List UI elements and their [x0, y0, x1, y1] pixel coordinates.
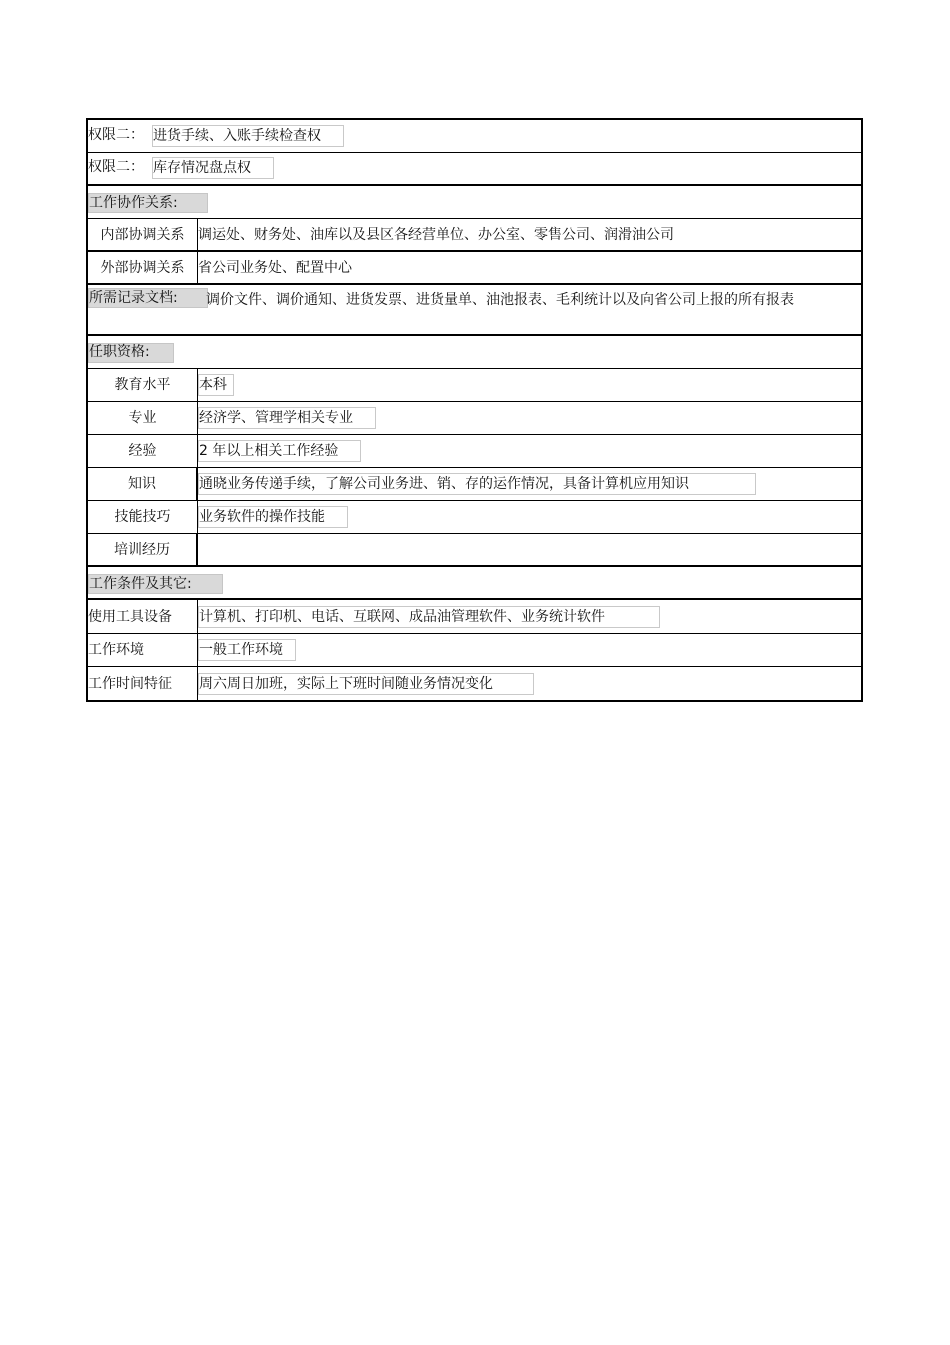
knowledge-label: 知识 — [128, 476, 156, 492]
skills-value: 业务软件的操作技能 — [198, 506, 348, 528]
environment-label: 工作环境 — [88, 642, 144, 658]
experience-label: 经验 — [128, 443, 157, 459]
records-value: 调价文件、调价通知、进货发票、进货量单、油池报表、毛利统计以及向省公司上报的所有报表 — [206, 292, 794, 308]
qualification-heading: 任职资格: — [89, 344, 150, 360]
external-coordination-value: 省公司业务处、配置中心 — [198, 259, 352, 276]
qualification-row — [88, 369, 861, 402]
label-cell — [88, 468, 198, 500]
authority-row — [88, 153, 861, 186]
internal-coordination-row — [88, 219, 861, 252]
major-label: 专业 — [128, 410, 157, 426]
label-cell — [88, 667, 198, 700]
knowledge-value: 通晓业务传递手续，了解公司业务进、销、存的运作情况，具备计算机应用知识 — [198, 473, 756, 495]
training-label: 培训经历 — [114, 541, 170, 558]
conditions-heading: 工作条件及其它: — [89, 576, 192, 592]
external-coordination-row — [88, 252, 861, 285]
authority-value: 库存情况盘点权 — [152, 157, 274, 179]
internal-coordination-label: 内部协调关系 — [100, 226, 185, 243]
experience-value: 2 年以上相关工作经验 — [198, 440, 361, 462]
education-value: 本科 — [198, 374, 234, 396]
conditions-heading-row — [88, 567, 861, 600]
label-cell — [88, 219, 198, 250]
qualification-row — [88, 435, 861, 468]
external-coordination-label: 外部协调关系 — [100, 259, 185, 276]
qualification-row — [88, 402, 861, 435]
environment-value: 一般工作环境 — [198, 639, 296, 661]
authority-value: 进货手续、入账手续检查权 — [152, 125, 344, 147]
cooperation-heading: 工作协作关系: — [89, 195, 178, 211]
job-description-table — [86, 118, 863, 702]
label-cell — [88, 534, 198, 565]
label-cell — [88, 634, 198, 666]
authority-label: 权限二： — [88, 159, 144, 175]
conditions-row — [88, 667, 861, 700]
conditions-row — [88, 634, 861, 667]
tools-label: 使用工具设备 — [88, 608, 172, 625]
label-cell — [88, 600, 198, 633]
label-cell — [88, 402, 198, 434]
cooperation-heading-row — [88, 186, 861, 219]
authority-row — [88, 120, 861, 153]
records-row — [88, 285, 861, 336]
qualification-row — [88, 501, 861, 534]
authority-label: 权限二： — [88, 127, 144, 143]
qualification-heading-row — [88, 336, 861, 369]
conditions-row — [88, 600, 861, 634]
internal-coordination-value: 调运处、财务处、油库以及县区各经营单位、办公室、零售公司、润滑油公司 — [198, 226, 674, 243]
tools-value: 计算机、打印机、电话、互联网、成品油管理软件、业务统计软件 — [198, 606, 660, 628]
working-hours-label: 工作时间特征 — [88, 675, 172, 692]
label-cell — [88, 435, 198, 467]
label-cell — [88, 369, 198, 401]
label-cell — [88, 501, 198, 533]
qualification-row — [88, 468, 861, 501]
label-cell — [88, 252, 198, 283]
records-label: 所需记录文档: — [89, 290, 178, 306]
qualification-row — [88, 534, 861, 567]
working-hours-value: 周六周日加班，实际上下班时间随业务情况变化 — [198, 673, 534, 695]
skills-label: 技能技巧 — [114, 509, 171, 525]
education-label: 教育水平 — [114, 377, 171, 393]
major-value: 经济学、管理学相关专业 — [198, 407, 376, 429]
